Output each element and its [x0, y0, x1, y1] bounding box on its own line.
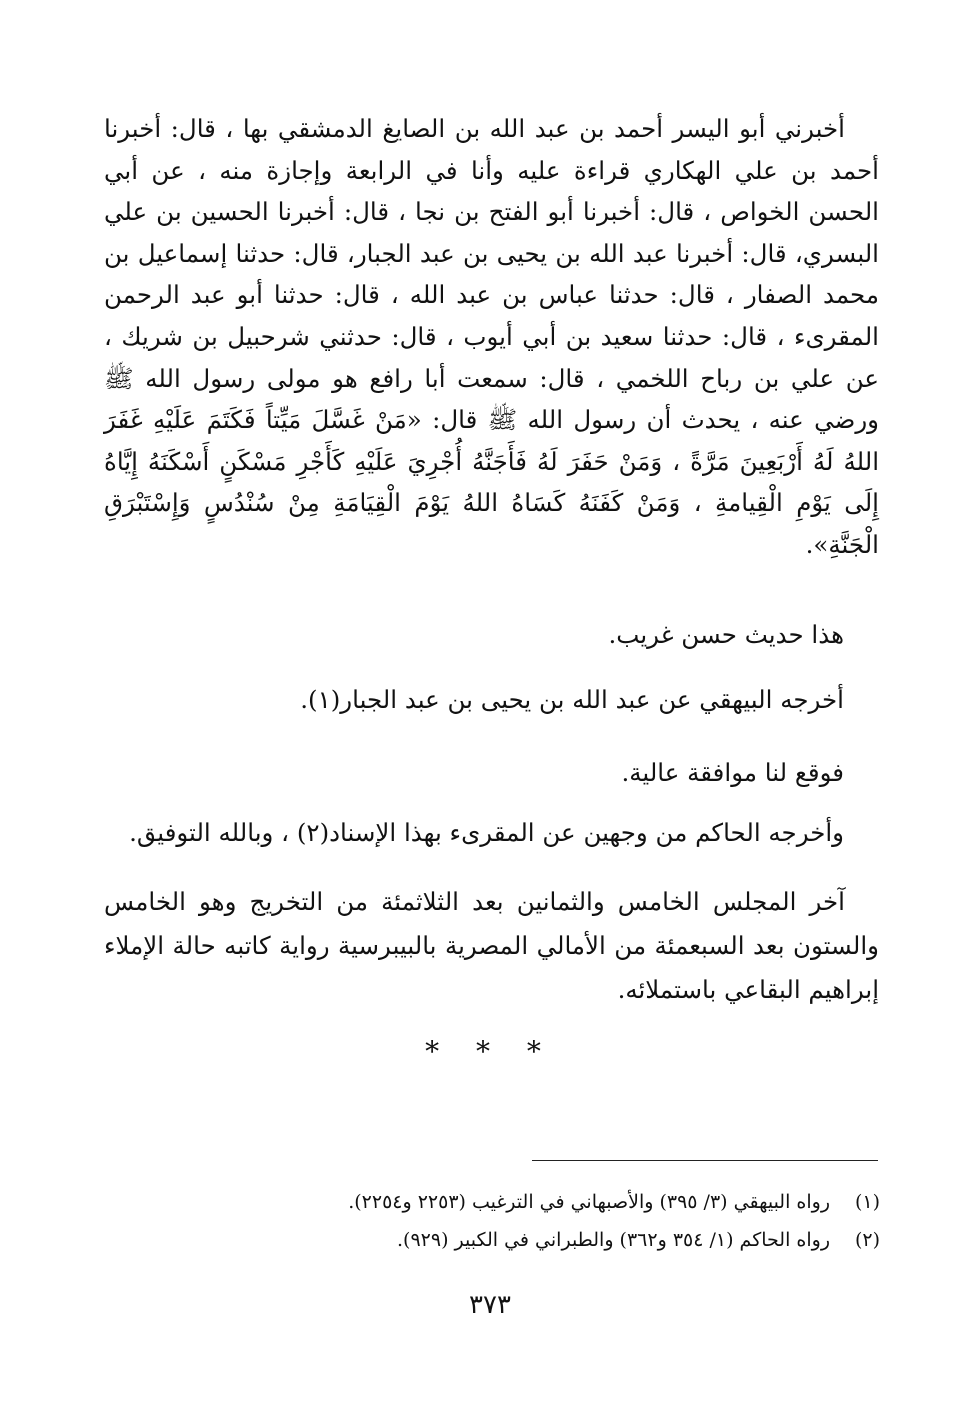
footnote-number: (٢): [854, 1229, 880, 1251]
footnote-divider: [532, 1160, 878, 1161]
muwafaqa-line: فوقع لنا موافقة عالية.: [621, 758, 844, 787]
section-separator-asterisks: * * *: [425, 1035, 555, 1068]
hadith-grade-line: هذا حديث حسن غريب.: [608, 620, 844, 649]
page-number: ٣٧٣: [469, 1290, 511, 1320]
footnote-number: (١): [854, 1191, 880, 1213]
footnote-item: [120, 1183, 880, 1221]
hakim-reference-line: وأخرجه الحاكم من وجهين عن المقرىء بهذا الإسناد(٢) ، وبالله التوفيق.: [129, 818, 844, 847]
majlis-closing-paragraph: آخر المجلس الخامس والثمانين بعد الثلاثمئة من التخريج وهو الخامس والستون بعد السبعمئة من الأمالي المصرية بالبيبرسية رواية كاتبه حالة الإملاء إبراهيم البقاعي باستملائه.: [104, 887, 879, 1004]
footnotes-list: [120, 1183, 880, 1259]
footnote-text: رواه الحاكم (١/ ٣٥٤ و٣٦٢) والطبراني في الكبير (٩٢٩).: [397, 1229, 830, 1251]
hadith-isnad-paragraph: أخبرني أبو اليسر أحمد بن عبد الله بن الصايغ الدمشقي بها ، قال: أخبرنا أحمد بن علي الهكاري قراءة عليه وأنا في الرابعة وإجازة منه ، عن أبي الحسن الخواص ، قال: أخبرنا أبو الفتح بن نجا ، قال: أخبرنا الحسين بن علي البسري، قال: أخبرنا عبد الله بن يحيى بن عبد الجبار، قال: حدثنا إسماعيل بن محمد الصفار ، قال: حدثنا عباس بن عبد الله ، قال: حدثنا أبو عبد الرحمن المقرىء ، قال: حدثنا سعيد بن أبي أيوب ، قال: حدثني شرحبيل بن شريك ، عن علي بن رباح اللخمي ، قال: سمعت أبا رافع هو مولى رسول الله ﷺ ورضي عنه ، يحدث أن رسول الله ﷺ قال: «مَنْ غَسَّلَ مَيِّتاً فَكَتَمَ عَلَيْهِ غَفَرَ اللهُ لَهُ أَرْبَعِينَ مَرَّةً ، وَمَنْ حَفَرَ لَهُ فَأَجَنَّهُ أُجْرِيَ عَلَيْهِ كَأَجْرِ مَسْكَنٍ أَسْكَنَهُ إِيَّاهُ إِلَى يَوْمِ الْقِيامةِ ، وَمَنْ كَفَنَهُ كَسَاهُ اللهُ يَوْمَ الْقِيَامَةِ مِنْ سُنْدُسٍ وَإِسْتَبْرَقِ الْجَنَّةِ».: [104, 114, 879, 559]
footnote-text: رواه البيهقي (٣/ ٣٩٥) والأصبهاني في الترغيب (٢٢٥٣ و٢٢٥٤).: [348, 1191, 830, 1213]
footnote-item: [120, 1221, 880, 1259]
bayhaqi-reference-line: أخرجه البيهقي عن عبد الله بن يحيى بن عبد الجبار(١).: [300, 685, 844, 714]
